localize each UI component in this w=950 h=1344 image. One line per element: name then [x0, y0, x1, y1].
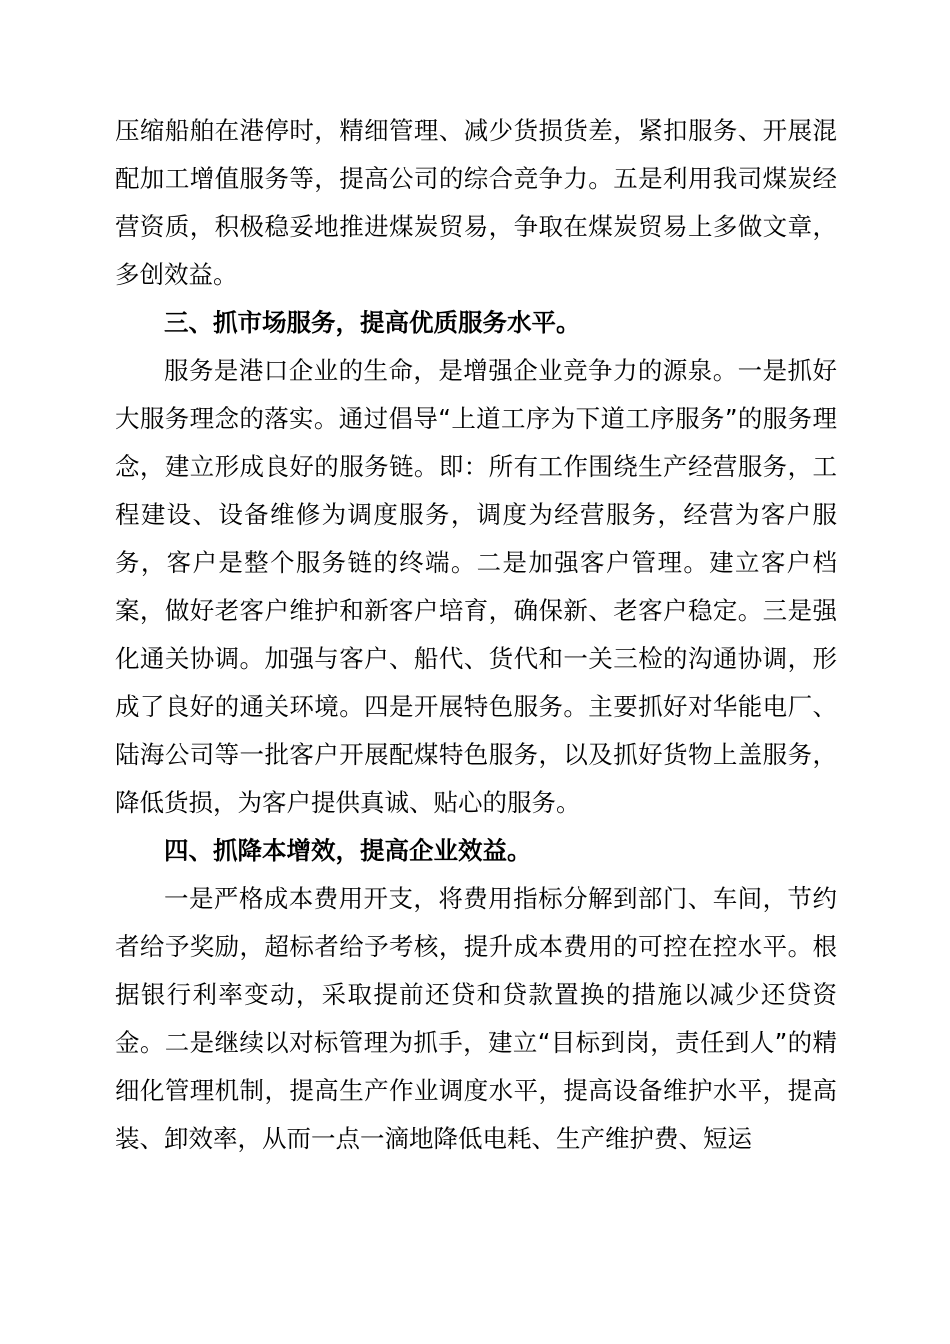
document-page [115, 107, 837, 1163]
paragraph-cost-reduction: 一是严格成本费用开支，将费用指标分解到部门、车间，节约者给予奖励，超标者给予考核，提升成本费用的可控在控水平。根据银行利率变动，采取提前还贷和贷款置换的措施以减少还贷资金。二是继续以对标管理为抓手，建立“目标到岗，责任到人”的精细化管理机制，提高生产作业调度水平，提高设备维护水平，提高装、卸效率，从而一点一滴地降低电耗、生产维护费、短运 [115, 884, 837, 1153]
paragraph-continuation: 压缩船舶在港停时，精细管理、减少货损货差，紧扣服务、开展混配加工增值服务等，提高公司的综合竞争力。五是利用我司煤炭经营资质，积极稳妥地推进煤炭贸易，争取在煤炭贸易上多做文章，多创效益。 [115, 116, 837, 289]
paragraph-market-service: 服务是港口企业的生命，是增强企业竞争力的源泉。一是抓好大服务理念的落实。通过倡导“上道工序为下道工序服务”的服务理念，建立形成良好的服务链。即：所有工作围绕生产经营服务，工程建设、设备维修为调度服务，调度为经营服务，经营为客户服务，客户是整个服务链的终端。二是加强客户管理。建立客户档案，做好老客户维护和新客户培育，确保新、老客户稳定。三是强化通关协调。加强与客户、船代、货代和一关三检的沟通协调，形成了良好的通关环境。四是开展特色服务。主要抓好对华能电厂、陆海公司等一批客户开展配煤特色服务，以及抓好货物上盖服务，降低货损，为客户提供真诚、贴心的服务。 [115, 356, 837, 817]
section-heading-cost-reduction: 四、抓降本增效，提高企业效益。 [164, 836, 532, 865]
section-heading-market-service: 三、抓市场服务，提高优质服务水平。 [164, 308, 581, 337]
